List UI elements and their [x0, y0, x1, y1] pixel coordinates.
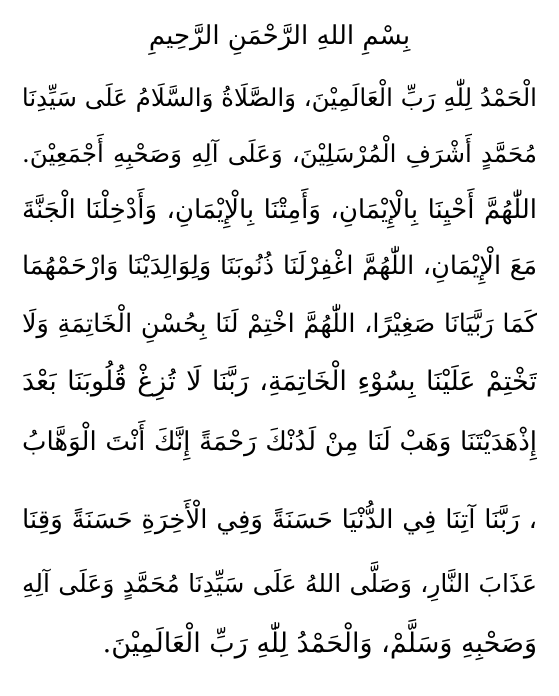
text-line-8: ، رَبَّنَا آتِنَا فِي الدُّنْيَا حَسَنَةً وَفِي الْأَخِرَةِ حَسَنَةً وَقِنَا [22, 505, 537, 535]
basmala-heading: بِسْمِ اللهِ الرَّحْمَنِ الرَّحِيمِ [148, 21, 411, 51]
text-line-3: اللّٰهُمَّ أَحْيِنَا بِالْإِيْمَانِ، وَأَمِتْنَا بِالْإِيْمَانِ، وَأَدْخِلْنَا الْجَنَّةَ [22, 195, 537, 225]
text-line-7: إِذْهَدَيْتَنَا وَهَبْ لَنَا مِنْ لَدُنْكَ رَحْمَةً إِنَّكَ أَنْتَ الْوَهَّابُ [22, 427, 537, 457]
text-line-4: مَعَ الْإِيْمَانِ، اللّٰهُمَّ اغْفِرْلَنَا ذُنُوبَنَا وَلِوَالِدَيْنَا وَارْحَمْهُمَا [22, 251, 537, 281]
text-line-2: مُحَمَّدٍ أَشْرَفِ الْمُرْسَلِيْنَ، وَعَلَى آلِهِ وَصَحْبِهِ أَجْمَعِيْنَ. [22, 139, 537, 168]
text-line-1: الْحَمْدُ لِلّٰهِ رَبِّ الْعَالَمِيْنَ، وَالصَّلَاةُ وَالسَّلَامُ عَلَى سَيِّدِنَا [22, 83, 537, 112]
text-line-6: تَخْتِمْ عَلَيْنَا بِسُوْءِ الْخَاتِمَةِ، رَبَّنَا لَا تُزِغْ قُلُوبَنَا بَعْدَ [22, 366, 537, 397]
text-line-5: كَمَا رَبَّيَانَا صَغِيْرًا، اللّٰهُمَّ اخْتِمْ لَنَا بِحُسْنِ الْخَاتِمَةِ وَلَا [22, 309, 537, 339]
text-line-9: عَذَابَ النَّارِ، وَصَلَّى اللهُ عَلَى سَيِّدِنَا مُحَمَّدٍ وَعَلَى آلِهِ [22, 569, 537, 598]
text-line-10: وَصَحْبِهِ وَسَلَّمْ، وَالْحَمْدُ لِلّٰهِ رَبِّ الْعَالَمِيْنَ. [102, 628, 537, 659]
